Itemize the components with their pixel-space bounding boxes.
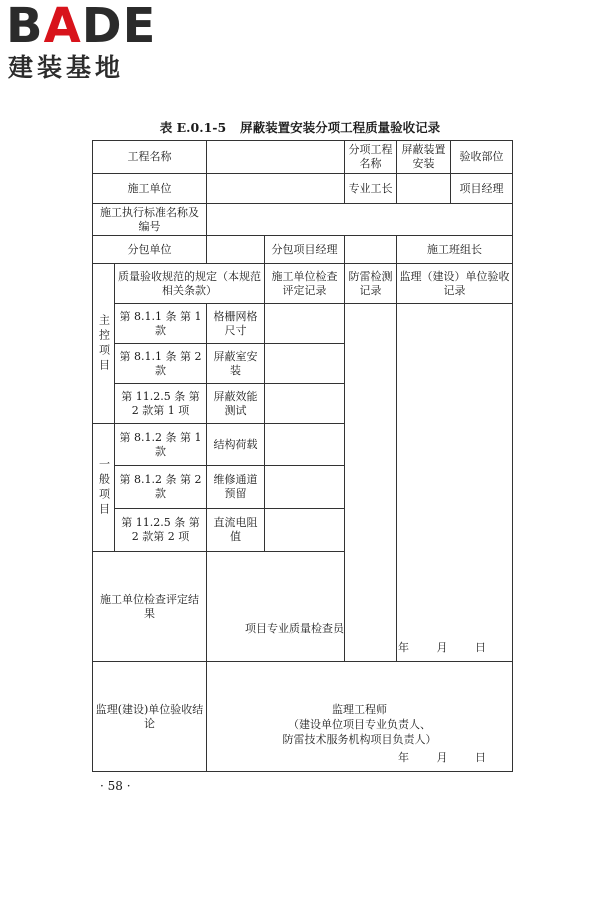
professional-foreman-label: 专业工长 xyxy=(345,174,397,204)
team-leader-label: 施工班组长 xyxy=(397,236,513,264)
table-row xyxy=(93,236,513,264)
standard-field xyxy=(207,204,513,236)
quality-inspector-label: 项目专业质量检查员 xyxy=(245,622,344,635)
table-caption xyxy=(0,118,600,136)
main-items-label: 主控项目 xyxy=(97,313,111,374)
supervision-record-header: 监理（建设）单位验收记录 xyxy=(397,264,513,304)
check-cell xyxy=(265,344,345,384)
construction-unit-field xyxy=(207,174,345,204)
sub-project-manager-label: 分包项目经理 xyxy=(265,236,345,264)
project-manager-label: 项目经理 xyxy=(451,174,513,204)
construction-result-field xyxy=(207,552,513,662)
construction-result-label: 施工单位检查评定结果 xyxy=(93,552,207,662)
logo-chinese: 建装基地 xyxy=(8,53,125,82)
signature-block xyxy=(207,702,512,747)
supervising-engineer-label: 监理工程师 xyxy=(332,703,387,716)
supervision-conclusion-field xyxy=(207,662,513,772)
table-row xyxy=(93,204,513,236)
sub-project-manager-field xyxy=(345,236,397,264)
date-label: 年 月 日 xyxy=(398,751,498,764)
professional-foreman-field xyxy=(397,174,451,204)
general-items-cell xyxy=(93,424,115,552)
check-cell xyxy=(265,424,345,466)
clause-cell: 第 11.2.5 条 第 2 款第 1 项 xyxy=(115,384,207,424)
table-row xyxy=(93,141,513,174)
table-row xyxy=(93,552,513,662)
table-row xyxy=(93,304,513,344)
sub-project-name-value: 屏蔽装置安装 xyxy=(397,141,451,174)
clause-cell: 第 8.1.1 条 第 2 款 xyxy=(115,344,207,384)
table-row xyxy=(93,174,513,204)
item-cell: 屏蔽室安装 xyxy=(207,344,265,384)
acceptance-part-label: 验收部位 xyxy=(451,141,513,174)
page-number: · 58 · xyxy=(100,779,131,793)
table-row xyxy=(93,264,513,304)
supervision-conclusion-label: 监理(建设)单位验收结论 xyxy=(93,662,207,772)
lightning-record-header: 防雷检测记录 xyxy=(345,264,397,304)
check-cell xyxy=(265,466,345,509)
date-label: 年 月 日 xyxy=(398,641,498,654)
responsible-line-2: 防雷技术服务机构项目负责人） xyxy=(282,733,437,746)
bade-logo xyxy=(6,2,181,82)
table-row xyxy=(93,662,513,772)
check-cell xyxy=(265,384,345,424)
item-cell: 结构荷载 xyxy=(207,424,265,466)
item-cell: 屏蔽效能测试 xyxy=(207,384,265,424)
clause-cell: 第 8.1.1 条 第 1 款 xyxy=(115,304,207,344)
general-items-label: 一般项目 xyxy=(97,457,111,518)
check-cell xyxy=(265,304,345,344)
sub-project-name-label: 分项工程名称 xyxy=(345,141,397,174)
check-cell xyxy=(265,509,345,552)
project-name-field xyxy=(207,141,345,174)
subcontractor-label: 分包单位 xyxy=(93,236,207,264)
clause-cell: 第 8.1.2 条 第 1 款 xyxy=(115,424,207,466)
responsible-line-1: （建设单位项目专业负责人、 xyxy=(288,718,431,731)
spec-header: 质量验收规范的规定（本规范相关条款） xyxy=(115,264,265,304)
item-cell: 维修通道预留 xyxy=(207,466,265,509)
main-items-cell xyxy=(93,264,115,424)
project-name-label: 工程名称 xyxy=(93,141,207,174)
acceptance-record-table xyxy=(92,140,513,772)
clause-cell: 第 11.2.5 条 第 2 款第 2 项 xyxy=(115,509,207,552)
construction-check-header: 施工单位检查评定记录 xyxy=(265,264,345,304)
construction-unit-label: 施工单位 xyxy=(93,174,207,204)
subcontractor-field xyxy=(207,236,265,264)
item-cell: 格栅网格尺寸 xyxy=(207,304,265,344)
item-cell: 直流电阻值 xyxy=(207,509,265,552)
table-number: 表 E.0.1-5 xyxy=(159,120,227,135)
logo-wordmark: BADE xyxy=(6,0,157,54)
standard-label: 施工执行标准名称及编号 xyxy=(93,204,207,236)
clause-cell: 第 8.1.2 条 第 2 款 xyxy=(115,466,207,509)
table-title: 屏蔽装置安装分项工程质量验收记录 xyxy=(240,120,441,135)
